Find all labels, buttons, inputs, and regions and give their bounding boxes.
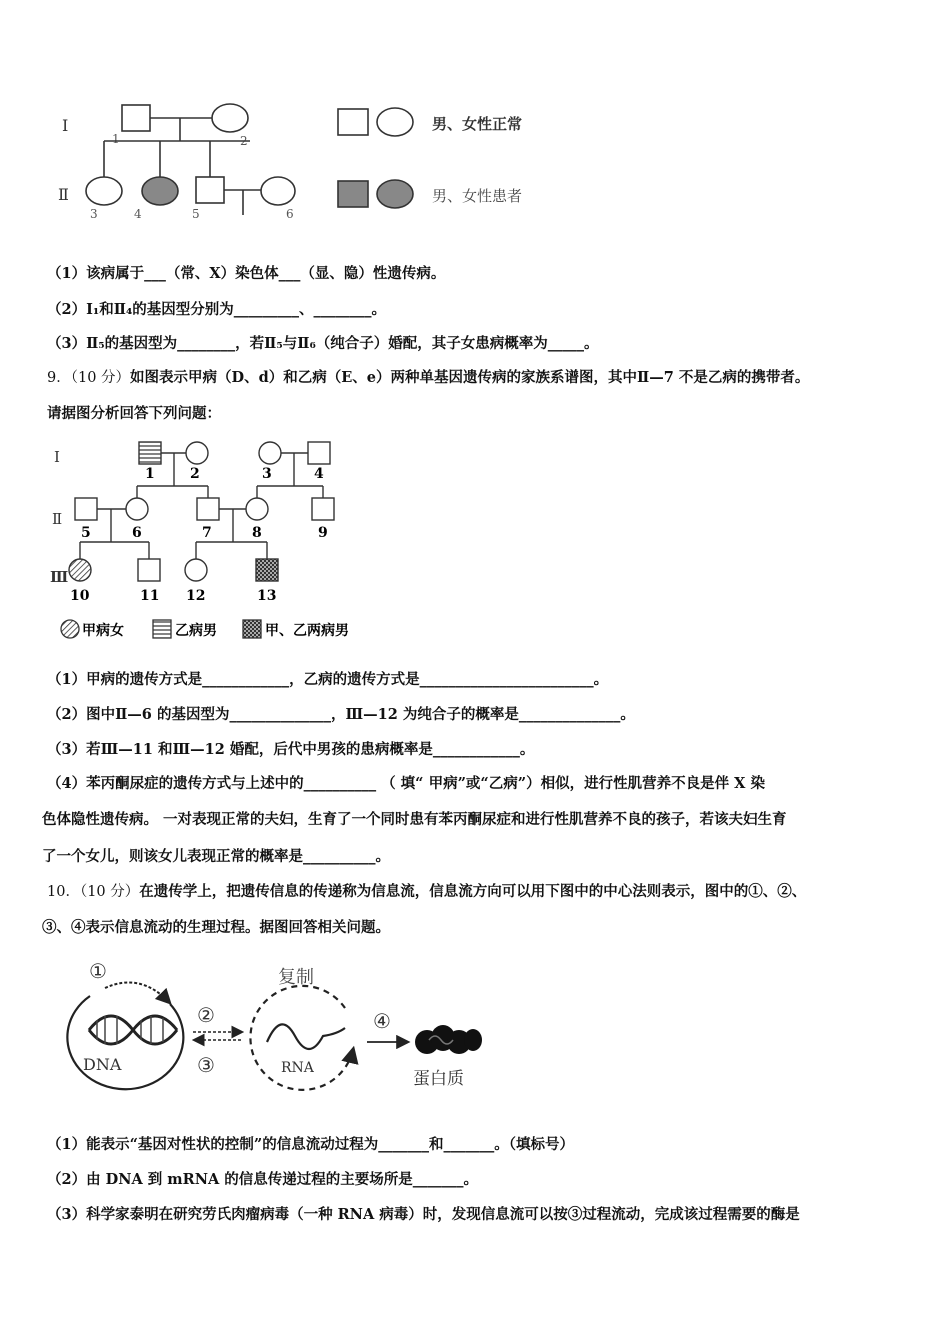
pedigree-II8-female-normal (246, 498, 268, 520)
q9-sub4-line3: 了一个女儿，则该女儿表现正常的概率是__________。 (42, 848, 390, 865)
legend-female-normal-icon (377, 108, 413, 136)
pedigree-number: 12 (186, 588, 206, 604)
legend-affected-label: 男、女性患者 (432, 187, 523, 205)
pedigree-number: 11 (140, 588, 160, 604)
pedigree-III12-female-normal (185, 559, 207, 581)
pedigree-I1-male-normal (122, 105, 150, 131)
pedigree-number: 10 (70, 588, 90, 604)
pedigree-number: 2 (240, 134, 248, 148)
q10-sub2: （2）由 DNA 到 mRNA 的信息传递过程的主要场所是_______。 (47, 1171, 479, 1188)
q9-stem-line2: 请据图分析回答下列问题： (47, 405, 221, 422)
generation-label-I: Ⅰ (62, 116, 69, 135)
question-number: 10． (47, 884, 80, 900)
pedigree-number: 6 (132, 525, 142, 541)
pedigree-number: 9 (318, 525, 328, 541)
pedigree-number: 5 (81, 525, 91, 541)
pedigree-II6-female-normal (126, 498, 148, 520)
pedigree-II5-male-normal (196, 177, 224, 203)
pedigree-figure-2 (40, 432, 380, 647)
protein-label: 蛋白质 (413, 1069, 464, 1089)
circle-label-4: ④ (373, 1009, 391, 1033)
pedigree-II9-male-normal (312, 498, 334, 520)
pedigree-II4-female-affected (142, 177, 178, 205)
legend-male-normal-icon (338, 109, 368, 135)
pedigree-I3-female-normal (259, 442, 281, 464)
pedigree-number: 1 (112, 132, 120, 146)
pedigree-number: 3 (262, 466, 272, 482)
legend-disease-a-female-label: 甲病女 (82, 623, 124, 639)
pedigree-II6-female-normal (261, 177, 295, 205)
generation-label-II: Ⅱ (58, 185, 69, 204)
q9-sub2: （2）图中Ⅱ—6 的基因型为______________，Ⅲ—12 为纯合子的概率是______________。 (47, 706, 635, 723)
pedigree-I2-female-normal (186, 442, 208, 464)
pedigree-II7-male-normal (197, 498, 219, 520)
dna-label: DNA (83, 1055, 122, 1074)
q9-sub1: （1）甲病的遗传方式是____________，乙病的遗传方式是________________________。 (47, 671, 609, 688)
legend-both-diseases-male-icon (243, 620, 261, 638)
q10-sub3: （3）科学家泰明在研究劳氏肉瘤病毒（一种 RNA 病毒）时，发现信息流可以按③过程流动，完成该过程需要的酶是 (47, 1206, 800, 1223)
replicate-label: 复制 (278, 967, 314, 988)
q9-stem-text: 如图表示甲病（D、d）和乙病（E、e）两种单基因遗传病的家族系谱图，其中Ⅱ—7 不是乙病的携带者。 (130, 369, 810, 386)
q9-sub3: （3）若Ⅲ—11 和Ⅲ—12 婚配，后代中男孩的患病概率是____________。 (47, 741, 535, 758)
legend-male-affected-icon (338, 181, 368, 207)
pedigree-II5-male-normal (75, 498, 97, 520)
circle-label-3: ③ (197, 1053, 215, 1077)
pedigree-number: 6 (286, 207, 294, 221)
legend-disease-a-female-icon (61, 620, 79, 638)
circle-label-1: ① (89, 959, 107, 983)
q10-sub1: （1）能表示“基因对性状的控制”的信息流动过程为_______和_______。（填标号） (47, 1136, 575, 1153)
pedigree-number: 8 (252, 525, 262, 541)
central-dogma-figure (45, 950, 495, 1100)
question-points: （10 分） (70, 370, 131, 386)
q9-sub4-line1: （4）苯丙酮尿症的遗传方式与上述中的__________ （ 填“ 甲病”或“乙病”）相似，进行性肌营养不良是伴 X 染 (47, 775, 765, 792)
q8-sub1: （1）该病属于___（常、X）染色体___（显、隐）性遗传病。 (47, 265, 446, 282)
legend-normal-label: 男、女性正常 (432, 115, 523, 133)
pedigree-number: 3 (90, 207, 98, 221)
circle-label-2: ② (197, 1003, 215, 1027)
question-points: （10 分） (79, 884, 140, 900)
pedigree-number: 7 (202, 525, 212, 541)
pedigree-number: 13 (257, 588, 277, 604)
replication-arc-1 (67, 996, 183, 1089)
question-number: 9． (47, 370, 71, 386)
pedigree-III13-male-both-diseases (256, 559, 278, 581)
rna-label: RNA (281, 1060, 314, 1076)
q10-stem-line2: ③、④表示信息流动的生理过程。据图回答相关问题。 (42, 919, 390, 936)
pedigree-I4-male-normal (308, 442, 330, 464)
pedigree-number: 4 (314, 466, 324, 482)
pedigree-II3-female-normal (86, 177, 122, 205)
q9-stem-line1 (47, 366, 809, 387)
rna-strand-icon (267, 1024, 345, 1049)
q10-stem-text: 在遗传学上，把遗传信息的传递称为信息流，信息流方向可以用下图中的中心法则表示，图中的①、②、 (139, 883, 807, 900)
dna-helix-icon (89, 1016, 177, 1044)
pedigree-I1-male-disease-b (139, 442, 161, 464)
pedigree-number: 2 (190, 466, 200, 482)
generation-label-III: Ⅲ (50, 568, 69, 586)
pedigree-I2-female-normal (212, 104, 248, 132)
pedigree-number: 1 (145, 466, 155, 482)
protein-icon (415, 1025, 482, 1054)
legend-both-diseases-male-label: 甲、乙两病男 (265, 623, 349, 639)
pedigree-III10-female-disease-a (69, 559, 91, 581)
legend-female-affected-icon (377, 180, 413, 208)
generation-label-I: Ⅰ (54, 448, 60, 466)
generation-label-II: Ⅱ (52, 510, 63, 528)
pedigree-number: 4 (134, 207, 142, 221)
q8-sub2: （2）Ⅰ₁和Ⅱ₄的基因型分别为_________、________。 (47, 301, 387, 318)
q8-sub3: （3）Ⅱ₅的基因型为________，若Ⅱ₅与Ⅱ₆（纯合子）婚配，其子女患病概率为_____。 (47, 335, 599, 352)
legend-disease-b-male-label: 乙病男 (175, 623, 217, 639)
legend-disease-b-male-icon (153, 620, 171, 638)
pedigree-number: 5 (192, 207, 200, 221)
q10-stem-line1 (47, 880, 806, 901)
pedigree-III11-male-normal (138, 559, 160, 581)
pedigree-figure-1 (40, 85, 580, 235)
q9-sub4-line2: 色体隐性遗传病。 一对表现正常的夫妇，生育了一个同时患有苯丙酮尿症和进行性肌营养不良的孩子，若该夫妇生育 (42, 811, 787, 828)
